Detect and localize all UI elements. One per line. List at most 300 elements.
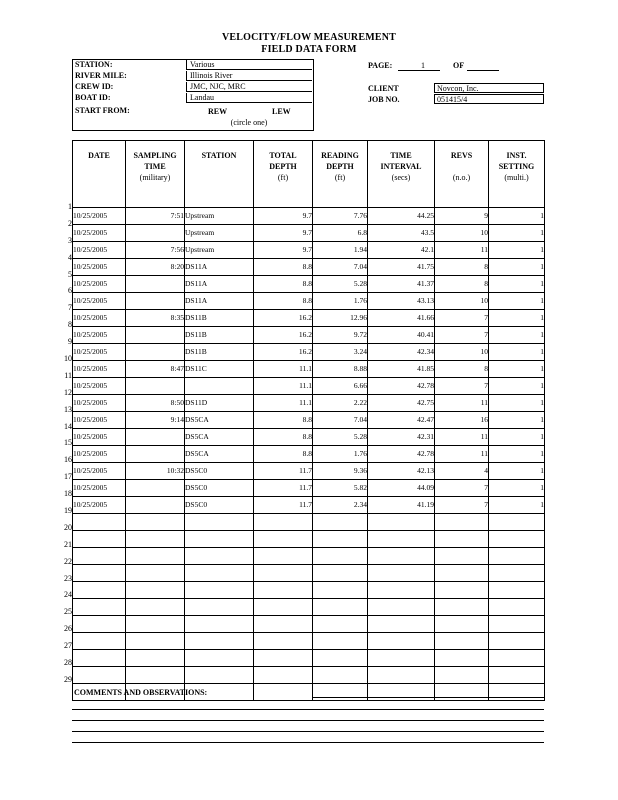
table-row xyxy=(73,463,545,480)
inst-setting-cell[interactable]: 1 xyxy=(489,276,545,293)
total-depth-cell[interactable]: 9.7 xyxy=(254,242,313,259)
inst-setting-cell[interactable]: 1 xyxy=(489,344,545,361)
time-interval-cell[interactable] xyxy=(368,514,435,531)
reading-depth-cell[interactable]: 9.72 xyxy=(313,327,368,344)
job-field[interactable]: 051415/4 xyxy=(434,94,544,104)
row-number: 16 xyxy=(64,455,72,465)
col-revs: REVS (n.o.) xyxy=(435,141,489,208)
revs-cell[interactable] xyxy=(435,582,489,599)
time-interval-cell[interactable] xyxy=(368,582,435,599)
sampling-time-cell[interactable] xyxy=(126,225,185,242)
sampling-time-cell[interactable] xyxy=(126,446,185,463)
total-depth-cell[interactable]: 11.7 xyxy=(254,480,313,497)
inst-setting-cell[interactable]: 1 xyxy=(489,259,545,276)
col-date: DATE xyxy=(73,141,126,208)
date-cell[interactable]: 10/25/2005 xyxy=(73,395,126,412)
station-cell[interactable]: Upstream xyxy=(185,208,254,225)
time-interval-cell[interactable]: 43.5 xyxy=(368,225,435,242)
total-depth-cell[interactable]: 9.7 xyxy=(254,225,313,242)
crew-row xyxy=(73,82,313,93)
header-box xyxy=(72,59,314,131)
table-row xyxy=(73,378,545,395)
row-number: 12 xyxy=(64,387,72,397)
revs-cell[interactable]: 7 xyxy=(435,480,489,497)
inst-setting-cell[interactable] xyxy=(489,565,545,582)
reading-depth-cell[interactable] xyxy=(313,582,368,599)
table-row xyxy=(73,327,545,344)
date-cell[interactable]: 10/25/2005 xyxy=(73,361,126,378)
inst-setting-cell[interactable]: 1 xyxy=(489,327,545,344)
crew-label: CREW ID: xyxy=(75,82,114,91)
reading-depth-cell[interactable]: 7.76 xyxy=(313,208,368,225)
total-depth-cell[interactable] xyxy=(254,633,313,650)
table-row xyxy=(73,429,545,446)
station-cell[interactable] xyxy=(185,667,254,684)
reading-depth-cell[interactable]: 2.22 xyxy=(313,395,368,412)
station-cell[interactable]: DS5CA xyxy=(185,429,254,446)
inst-setting-cell[interactable]: 1 xyxy=(489,378,545,395)
inst-setting-cell[interactable] xyxy=(489,582,545,599)
revs-cell[interactable]: 11 xyxy=(435,242,489,259)
date-cell[interactable] xyxy=(73,599,126,616)
table-row xyxy=(73,310,545,327)
time-interval-cell[interactable]: 41.66 xyxy=(368,310,435,327)
page-underline xyxy=(398,70,440,71)
inst-setting-cell[interactable] xyxy=(489,599,545,616)
reading-depth-cell[interactable]: 5.28 xyxy=(313,429,368,446)
table-row xyxy=(73,667,545,684)
time-interval-cell[interactable]: 42.78 xyxy=(368,378,435,395)
sampling-time-cell[interactable]: 10:32 xyxy=(126,463,185,480)
date-cell[interactable] xyxy=(73,531,126,548)
time-interval-cell[interactable] xyxy=(368,667,435,684)
start-from-label: START FROM: xyxy=(75,106,130,115)
inst-setting-cell[interactable] xyxy=(489,616,545,633)
station-cell[interactable] xyxy=(185,548,254,565)
total-depth-cell[interactable] xyxy=(254,667,313,684)
total-depth-cell[interactable]: 8.8 xyxy=(254,429,313,446)
row-number: 4 xyxy=(68,252,72,262)
station-cell[interactable] xyxy=(185,378,254,395)
time-interval-cell[interactable] xyxy=(368,531,435,548)
sampling-time-cell[interactable] xyxy=(126,429,185,446)
reading-depth-cell[interactable]: 1.76 xyxy=(313,446,368,463)
revs-cell[interactable] xyxy=(435,548,489,565)
inst-setting-cell[interactable]: 1 xyxy=(489,361,545,378)
table-row xyxy=(73,293,545,310)
station-cell[interactable] xyxy=(185,616,254,633)
reading-depth-cell[interactable] xyxy=(313,599,368,616)
date-cell[interactable] xyxy=(73,650,126,667)
total-depth-cell[interactable]: 16.2 xyxy=(254,310,313,327)
reading-depth-cell[interactable] xyxy=(313,514,368,531)
date-cell[interactable] xyxy=(73,565,126,582)
revs-cell[interactable] xyxy=(435,514,489,531)
date-cell[interactable]: 10/25/2005 xyxy=(73,276,126,293)
row-number: 28 xyxy=(64,658,72,668)
total-depth-cell[interactable]: 11.1 xyxy=(254,361,313,378)
date-cell[interactable] xyxy=(73,548,126,565)
inst-setting-cell[interactable]: 1 xyxy=(489,412,545,429)
sampling-time-cell[interactable]: 9:14 xyxy=(126,412,185,429)
comments-line-1[interactable] xyxy=(312,697,544,698)
start-option-lew[interactable]: LEW xyxy=(272,107,291,116)
total-depth-cell[interactable]: 9.7 xyxy=(254,208,313,225)
time-interval-cell[interactable]: 41.85 xyxy=(368,361,435,378)
total-depth-cell[interactable]: 16.2 xyxy=(254,344,313,361)
total-depth-cell[interactable]: 11.1 xyxy=(254,378,313,395)
col-sampling-time: SAMPLING TIME (military) xyxy=(126,141,185,208)
table-row xyxy=(73,531,545,548)
inst-setting-cell[interactable]: 1 xyxy=(489,480,545,497)
time-interval-cell[interactable]: 42.78 xyxy=(368,446,435,463)
revs-cell[interactable]: 8 xyxy=(435,361,489,378)
station-cell[interactable]: DS5C0 xyxy=(185,497,254,514)
row-number: 21 xyxy=(64,539,72,549)
station-cell[interactable]: DS5CA xyxy=(185,412,254,429)
sampling-time-cell[interactable]: 7:56 xyxy=(126,242,185,259)
station-cell[interactable]: Upstream xyxy=(185,225,254,242)
of-label: OF xyxy=(453,61,465,70)
date-cell[interactable] xyxy=(73,667,126,684)
revs-cell[interactable] xyxy=(435,650,489,667)
sampling-time-cell[interactable] xyxy=(126,378,185,395)
sampling-time-cell[interactable] xyxy=(126,531,185,548)
total-depth-cell[interactable] xyxy=(254,565,313,582)
date-cell[interactable] xyxy=(73,514,126,531)
reading-depth-cell[interactable]: 2.34 xyxy=(313,497,368,514)
date-cell[interactable]: 10/25/2005 xyxy=(73,378,126,395)
sampling-time-cell[interactable] xyxy=(126,667,185,684)
total-depth-cell[interactable]: 8.8 xyxy=(254,412,313,429)
revs-cell[interactable]: 16 xyxy=(435,412,489,429)
boat-label: BOAT ID: xyxy=(75,93,111,102)
revs-cell[interactable] xyxy=(435,633,489,650)
comments-line-5[interactable] xyxy=(72,742,544,743)
date-cell[interactable]: 10/25/2005 xyxy=(73,327,126,344)
table-row xyxy=(73,633,545,650)
row-number: 1 xyxy=(68,202,72,211)
time-interval-cell[interactable]: 41.37 xyxy=(368,276,435,293)
station-cell[interactable]: DS11B xyxy=(185,310,254,327)
sampling-time-cell[interactable] xyxy=(126,548,185,565)
boat-field[interactable]: Landau xyxy=(186,93,312,103)
time-interval-cell[interactable]: 43.13 xyxy=(368,293,435,310)
station-cell[interactable] xyxy=(185,599,254,616)
client-field[interactable]: Novcon, Inc. xyxy=(434,83,544,93)
river-mile-label: RIVER MILE: xyxy=(75,71,127,80)
table-row xyxy=(73,344,545,361)
inst-setting-cell[interactable]: 1 xyxy=(489,429,545,446)
date-cell[interactable] xyxy=(73,582,126,599)
river-mile-row xyxy=(73,71,313,82)
total-depth-cell[interactable]: 11.1 xyxy=(254,395,313,412)
reading-depth-cell[interactable]: 12.96 xyxy=(313,310,368,327)
river-mile-field[interactable]: Illinois River xyxy=(186,71,312,81)
date-cell[interactable]: 10/25/2005 xyxy=(73,463,126,480)
table-row xyxy=(73,514,545,531)
revs-cell[interactable] xyxy=(435,599,489,616)
time-interval-cell[interactable]: 41.75 xyxy=(368,259,435,276)
table-row xyxy=(73,565,545,582)
total-depth-cell[interactable] xyxy=(254,650,313,667)
row-number: 8 xyxy=(68,320,72,330)
sampling-time-cell[interactable] xyxy=(126,327,185,344)
inst-setting-cell[interactable]: 1 xyxy=(489,446,545,463)
station-cell[interactable] xyxy=(185,514,254,531)
row-number: 7 xyxy=(68,303,72,313)
station-cell[interactable] xyxy=(185,531,254,548)
revs-cell[interactable]: 10 xyxy=(435,344,489,361)
total-depth-cell[interactable] xyxy=(254,514,313,531)
comments-line-3[interactable] xyxy=(72,720,544,721)
row-number: 14 xyxy=(64,421,72,431)
table-row xyxy=(73,208,545,225)
boat-row xyxy=(73,93,313,104)
reading-depth-cell[interactable]: 1.94 xyxy=(313,242,368,259)
date-cell[interactable]: 10/25/2005 xyxy=(73,310,126,327)
client-label: CLIENT xyxy=(368,84,399,93)
reading-depth-cell[interactable]: 6.8 xyxy=(313,225,368,242)
time-interval-cell[interactable]: 42.1 xyxy=(368,242,435,259)
date-cell[interactable]: 10/25/2005 xyxy=(73,429,126,446)
station-row xyxy=(73,60,313,71)
total-depth-cell[interactable]: 11.7 xyxy=(254,463,313,480)
sampling-time-cell[interactable]: 7:51 xyxy=(126,208,185,225)
time-interval-cell[interactable] xyxy=(368,616,435,633)
revs-cell[interactable]: 7 xyxy=(435,497,489,514)
table-row xyxy=(73,650,545,667)
row-number: 26 xyxy=(64,624,72,634)
station-cell[interactable]: DS11C xyxy=(185,361,254,378)
inst-setting-cell[interactable]: 1 xyxy=(489,310,545,327)
station-cell[interactable]: DS11A xyxy=(185,276,254,293)
station-cell[interactable] xyxy=(185,633,254,650)
revs-cell[interactable]: 11 xyxy=(435,446,489,463)
inst-setting-cell[interactable] xyxy=(489,548,545,565)
date-cell[interactable]: 10/25/2005 xyxy=(73,412,126,429)
row-number: 24 xyxy=(64,590,72,600)
inst-setting-cell[interactable]: 1 xyxy=(489,395,545,412)
page-value[interactable]: 1 xyxy=(421,61,425,70)
inst-setting-cell[interactable] xyxy=(489,531,545,548)
station-cell[interactable] xyxy=(185,650,254,667)
total-depth-cell[interactable] xyxy=(254,684,313,701)
station-cell[interactable]: DS11B xyxy=(185,344,254,361)
sampling-time-cell[interactable]: 8:20 xyxy=(126,259,185,276)
revs-cell[interactable]: 8 xyxy=(435,276,489,293)
reading-depth-cell[interactable] xyxy=(313,667,368,684)
revs-cell[interactable]: 8 xyxy=(435,259,489,276)
revs-cell[interactable]: 7 xyxy=(435,378,489,395)
date-cell[interactable]: 10/25/2005 xyxy=(73,497,126,514)
total-depth-cell[interactable]: 8.8 xyxy=(254,446,313,463)
reading-depth-cell[interactable]: 5.28 xyxy=(313,276,368,293)
table-row xyxy=(73,259,545,276)
total-depth-cell[interactable] xyxy=(254,548,313,565)
sampling-time-cell[interactable] xyxy=(126,565,185,582)
row-number: 9 xyxy=(68,337,72,347)
row-number: 27 xyxy=(64,641,72,651)
time-interval-cell[interactable]: 41.19 xyxy=(368,497,435,514)
time-interval-cell[interactable]: 42.31 xyxy=(368,429,435,446)
measurement-table xyxy=(72,140,545,701)
reading-depth-cell[interactable] xyxy=(313,633,368,650)
sampling-time-cell[interactable] xyxy=(126,480,185,497)
time-interval-cell[interactable] xyxy=(368,565,435,582)
revs-cell[interactable]: 10 xyxy=(435,225,489,242)
time-interval-cell[interactable] xyxy=(368,650,435,667)
total-depth-cell[interactable] xyxy=(254,531,313,548)
date-cell[interactable]: 10/25/2005 xyxy=(73,344,126,361)
inst-setting-cell[interactable] xyxy=(489,514,545,531)
sampling-time-cell[interactable] xyxy=(126,633,185,650)
reading-depth-cell[interactable] xyxy=(313,650,368,667)
date-cell[interactable]: 10/25/2005 xyxy=(73,242,126,259)
total-depth-cell[interactable]: 8.8 xyxy=(254,259,313,276)
station-cell[interactable] xyxy=(185,565,254,582)
table-row xyxy=(73,276,545,293)
row-number: 5 xyxy=(68,269,72,279)
revs-cell[interactable] xyxy=(435,616,489,633)
revs-cell[interactable]: 7 xyxy=(435,310,489,327)
station-cell[interactable]: Upstream xyxy=(185,242,254,259)
sampling-time-cell[interactable]: 8:35 xyxy=(126,310,185,327)
inst-setting-cell[interactable] xyxy=(489,650,545,667)
inst-setting-cell[interactable] xyxy=(489,667,545,684)
revs-cell[interactable]: 11 xyxy=(435,395,489,412)
sampling-time-cell[interactable] xyxy=(126,650,185,667)
revs-cell[interactable]: 10 xyxy=(435,293,489,310)
row-number: 10 xyxy=(64,354,72,364)
revs-cell[interactable]: 7 xyxy=(435,327,489,344)
date-cell[interactable]: 10/25/2005 xyxy=(73,480,126,497)
reading-depth-cell[interactable] xyxy=(313,565,368,582)
station-field[interactable]: Various xyxy=(186,60,312,70)
reading-depth-cell[interactable]: 5.82 xyxy=(313,480,368,497)
row-number: 20 xyxy=(64,522,72,532)
comments-line-4[interactable] xyxy=(72,731,544,732)
table-row xyxy=(73,395,545,412)
sampling-time-cell[interactable] xyxy=(126,582,185,599)
station-cell[interactable]: DS11B xyxy=(185,327,254,344)
sampling-time-cell[interactable] xyxy=(126,276,185,293)
revs-cell[interactable] xyxy=(435,667,489,684)
sampling-time-cell[interactable]: 8:47 xyxy=(126,361,185,378)
col-inst-setting: INST. SETTING (multi.) xyxy=(489,141,545,208)
time-interval-cell[interactable]: 42.34 xyxy=(368,344,435,361)
inst-setting-cell[interactable]: 1 xyxy=(489,293,545,310)
station-cell[interactable]: DS11A xyxy=(185,293,254,310)
row-number: 3 xyxy=(68,235,72,245)
date-cell[interactable] xyxy=(73,616,126,633)
total-depth-cell[interactable] xyxy=(254,582,313,599)
time-interval-cell[interactable]: 42.13 xyxy=(368,463,435,480)
total-depth-cell[interactable]: 16.2 xyxy=(254,327,313,344)
sampling-time-cell[interactable] xyxy=(126,497,185,514)
station-cell[interactable]: DS5C0 xyxy=(185,480,254,497)
time-interval-cell[interactable]: 44.25 xyxy=(368,208,435,225)
sampling-time-cell[interactable] xyxy=(126,616,185,633)
station-cell[interactable]: DS5C0 xyxy=(185,463,254,480)
total-depth-cell[interactable]: 11.7 xyxy=(254,497,313,514)
total-depth-cell[interactable] xyxy=(254,599,313,616)
row-number: 13 xyxy=(64,404,72,414)
revs-cell[interactable] xyxy=(435,565,489,582)
station-cell[interactable]: DS11D xyxy=(185,395,254,412)
sampling-time-cell[interactable] xyxy=(126,514,185,531)
row-number: 18 xyxy=(64,489,72,499)
reading-depth-cell[interactable]: 7.04 xyxy=(313,259,368,276)
inst-setting-cell[interactable]: 1 xyxy=(489,225,545,242)
time-interval-cell[interactable]: 44.09 xyxy=(368,480,435,497)
inst-setting-cell[interactable]: 1 xyxy=(489,242,545,259)
start-option-rew[interactable]: REW xyxy=(208,107,228,116)
revs-cell[interactable]: 11 xyxy=(435,429,489,446)
revs-cell[interactable]: 9 xyxy=(435,208,489,225)
total-depth-cell[interactable]: 8.8 xyxy=(254,276,313,293)
inst-setting-cell[interactable]: 1 xyxy=(489,463,545,480)
reading-depth-cell[interactable]: 8.88 xyxy=(313,361,368,378)
sampling-time-cell[interactable] xyxy=(126,293,185,310)
reading-depth-cell[interactable] xyxy=(313,548,368,565)
station-cell[interactable] xyxy=(185,582,254,599)
time-interval-cell[interactable]: 40.41 xyxy=(368,327,435,344)
reading-depth-cell[interactable]: 7.04 xyxy=(313,412,368,429)
table-row xyxy=(73,242,545,259)
time-interval-cell[interactable]: 42.75 xyxy=(368,395,435,412)
comments-line-2[interactable] xyxy=(72,709,544,710)
station-cell[interactable]: DS5CA xyxy=(185,446,254,463)
reading-depth-cell[interactable]: 6.66 xyxy=(313,378,368,395)
crew-field[interactable]: JMC, NJC, MRC xyxy=(186,82,312,92)
time-interval-cell[interactable]: 42.47 xyxy=(368,412,435,429)
table-row xyxy=(73,361,545,378)
date-cell[interactable]: 10/25/2005 xyxy=(73,225,126,242)
row-number: 23 xyxy=(64,573,72,583)
sampling-time-cell[interactable] xyxy=(126,599,185,616)
table-row xyxy=(73,480,545,497)
table-row xyxy=(73,582,545,599)
inst-setting-cell[interactable]: 1 xyxy=(489,497,545,514)
total-depth-cell[interactable]: 8.8 xyxy=(254,293,313,310)
reading-depth-cell[interactable] xyxy=(313,616,368,633)
inst-setting-cell[interactable]: 1 xyxy=(489,208,545,225)
reading-depth-cell[interactable]: 1.76 xyxy=(313,293,368,310)
row-number: 2 xyxy=(68,218,72,228)
date-cell[interactable]: 10/25/2005 xyxy=(73,293,126,310)
revs-cell[interactable]: 4 xyxy=(435,463,489,480)
total-depth-cell[interactable] xyxy=(254,616,313,633)
sampling-time-cell[interactable]: 8:50 xyxy=(126,395,185,412)
reading-depth-cell[interactable]: 3.24 xyxy=(313,344,368,361)
revs-cell[interactable] xyxy=(435,531,489,548)
station-cell[interactable]: DS11A xyxy=(185,259,254,276)
date-cell[interactable]: 10/25/2005 xyxy=(73,259,126,276)
reading-depth-cell[interactable]: 9.36 xyxy=(313,463,368,480)
date-cell[interactable]: 10/25/2005 xyxy=(73,446,126,463)
time-interval-cell[interactable] xyxy=(368,599,435,616)
sampling-time-cell[interactable] xyxy=(126,344,185,361)
form-title: VELOCITY/FLOW MEASUREMENT xyxy=(221,32,396,43)
date-cell[interactable] xyxy=(73,633,126,650)
reading-depth-cell[interactable] xyxy=(313,531,368,548)
date-cell[interactable]: 10/25/2005 xyxy=(73,208,126,225)
time-interval-cell[interactable] xyxy=(368,548,435,565)
time-interval-cell[interactable] xyxy=(368,633,435,650)
station-label: STATION: xyxy=(75,60,113,69)
inst-setting-cell[interactable] xyxy=(489,633,545,650)
